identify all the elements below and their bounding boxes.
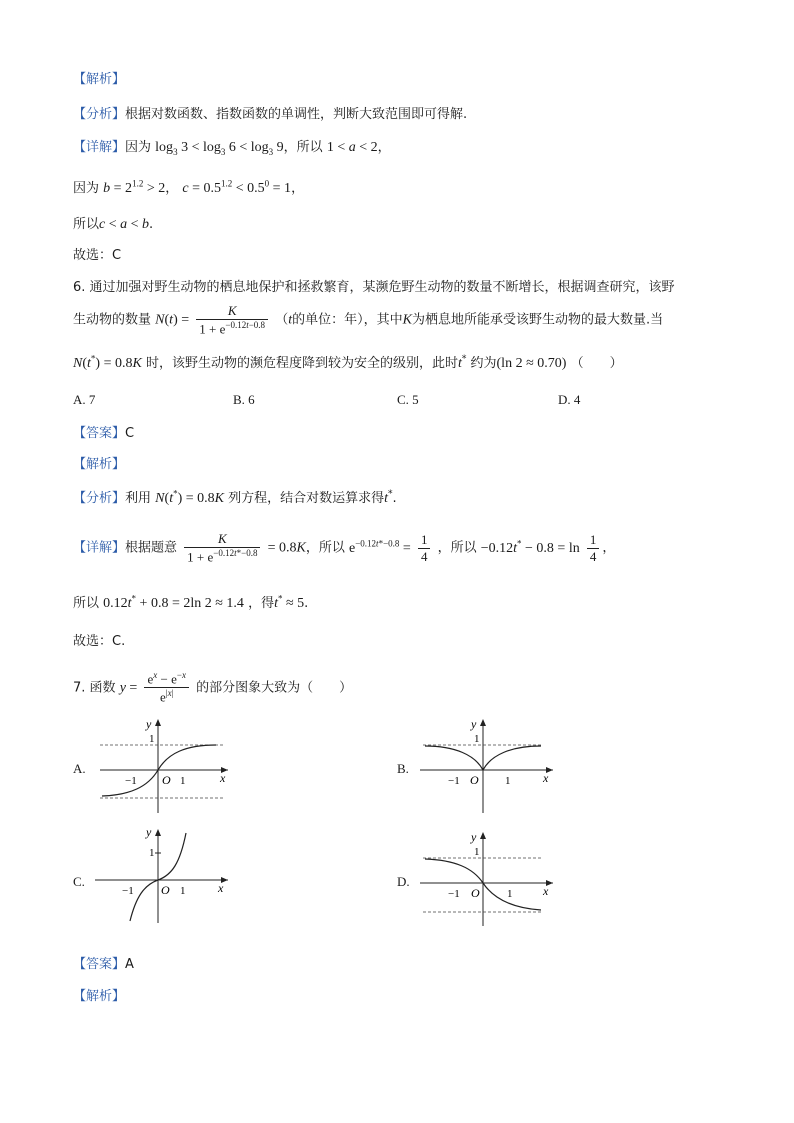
q6-option-d: D. 4	[558, 392, 581, 407]
tag-jiexi-2: 【解析】	[73, 457, 126, 472]
q6-answer: 【答案】C	[73, 426, 135, 441]
svg-text:1: 1	[149, 733, 155, 745]
svg-text:y: y	[146, 717, 152, 731]
svg-text:−1: −1	[448, 775, 460, 787]
svg-text:O: O	[161, 883, 170, 897]
q6-text-3: N(t*) = 0.8K 时，该野生动物的濒危程度降到较为安全的级别，此时t* 约为(ln 2 ≈ 0.70) （ ）	[73, 353, 623, 371]
q5-answer: 故选：C	[73, 248, 122, 263]
q6-option-c: C. 5	[397, 392, 419, 407]
q7-graph-b	[415, 715, 565, 815]
q7-option-a-label: A.	[73, 761, 86, 776]
q7-graph-d	[415, 828, 565, 928]
svg-text:x: x	[218, 881, 224, 895]
svg-text:x: x	[543, 884, 549, 898]
q7-graph-c	[90, 825, 240, 925]
svg-text:1: 1	[505, 775, 511, 787]
svg-text:x: x	[543, 771, 549, 785]
q7-text: 7. 函数 y = $\frac{e^x - e^{-x}}{e^{|x|}}$ 的部分图象大致为（ ）	[73, 670, 353, 705]
q6-detail-2: 所以 0.12t* + 0.8 = 2ln 2 ≈ 1.4 ，得t* ≈ 5.	[73, 593, 309, 611]
svg-text:−1: −1	[125, 775, 137, 787]
svg-text:O: O	[162, 773, 171, 787]
svg-text:1: 1	[180, 885, 186, 897]
tag-jiexi-3: 【解析】	[73, 989, 126, 1004]
q6-analysis: 【分析】利用 N(t*) = 0.8K 列方程，结合对数运算求得t*.	[73, 488, 397, 506]
q5-analysis: 【分析】根据对数函数、指数函数的单调性，判断大致范围即可得解.	[73, 107, 468, 122]
q7-option-d-label: D.	[397, 874, 410, 889]
svg-text:1: 1	[474, 733, 480, 745]
q7-graph-a	[90, 715, 240, 815]
q6-detail-1: 【详解】根据题意 $\frac{K}{1 + e^{-0.12t*-0.8}}$ = 0.8K，所以 $e^{-0.12t*-0.8}$ = $\frac{1}{4}$ ，所以 −0.12t* − 0.8 = ln $\frac{1}{4}$ ，	[73, 531, 616, 565]
svg-text:y: y	[146, 825, 152, 839]
svg-text:1: 1	[180, 775, 186, 787]
svg-text:1: 1	[474, 846, 480, 858]
q6-choose: 故选：C.	[73, 634, 126, 649]
q6-text-1: 6. 通过加强对野生动物的栖息地保护和拯救繁育，某濒危野生动物的数量不断增长，根据调查研究，该野	[73, 280, 675, 295]
svg-text:y: y	[471, 717, 477, 731]
q6-option-a: A. 7	[73, 392, 96, 407]
svg-text:O: O	[471, 886, 480, 900]
svg-text:−1: −1	[448, 888, 460, 900]
svg-text:1: 1	[507, 888, 513, 900]
q6-option-b: B. 6	[233, 392, 255, 407]
q7-answer: 【答案】A	[73, 957, 134, 972]
svg-text:y: y	[471, 830, 477, 844]
svg-text:−1: −1	[122, 885, 134, 897]
q7-option-b-label: B.	[397, 761, 409, 776]
svg-text:1: 1	[149, 847, 155, 859]
q5-detail-2: 因为 $b = 2^{1.2} > 2$， $c = 0.5^{1.2} < 0.5^0 = 1$，	[73, 178, 305, 196]
q5-detail-1: 【详解】因为 $\log_3 3 < \log_3 6 < \log_3 9$，所以 1 < a < 2，	[73, 140, 391, 157]
q7-option-c-label: C.	[73, 874, 85, 889]
tag-jiexi-1: 【解析】	[73, 72, 126, 87]
svg-text:O: O	[470, 773, 479, 787]
q5-detail-3: 所以c < a < b.	[73, 217, 154, 232]
q6-text-2: 生动物的数量 N(t) = $\frac{K}{1 + e^{-0.12t-0.8}}$ （t的单位：年），其中K为栖息地所能承受该野生动物的最大数量.当	[73, 303, 664, 337]
svg-text:x: x	[220, 771, 226, 785]
